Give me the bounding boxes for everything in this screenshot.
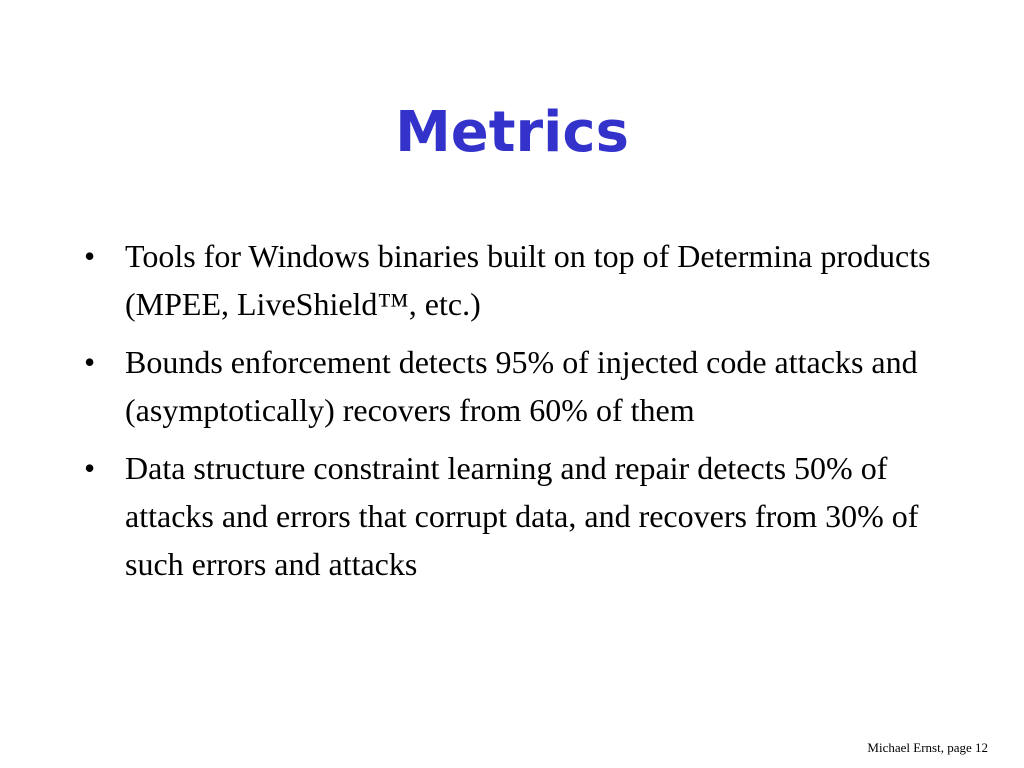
bullet-text: Bounds enforcement detects 95% of injected code attacks and (asymptotically) recovers from 60% of them bbox=[125, 344, 918, 428]
bullet-list bbox=[84, 232, 954, 598]
bullet-item bbox=[84, 338, 954, 434]
bullet-marker: • bbox=[84, 238, 96, 274]
slide-title: Metrics bbox=[395, 100, 629, 165]
bullet-text: Tools for Windows binaries built on top of Determina products (MPEE, LiveShield™, etc.) bbox=[125, 238, 931, 322]
bullet-item bbox=[84, 232, 954, 328]
bullet-marker: • bbox=[84, 450, 96, 486]
slide-footer: Michael Ernst, page 12 bbox=[867, 740, 988, 755]
bullet-item bbox=[84, 444, 954, 588]
bullet-marker: • bbox=[84, 344, 96, 380]
bullet-text: Data structure constraint learning and repair detects 50% of attacks and errors that corrupt data, and recovers from 30% of such errors and attacks bbox=[125, 450, 919, 582]
